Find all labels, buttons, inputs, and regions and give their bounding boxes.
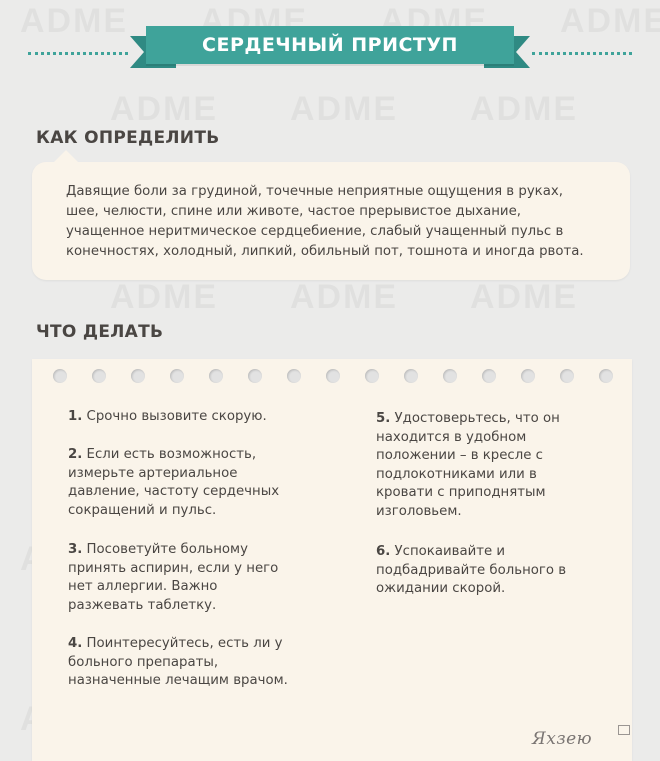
notepad-hole: [53, 369, 67, 383]
step-line: Удостоверьтесь, что он: [394, 411, 560, 426]
step-line: подбадривайте больного в: [376, 562, 567, 578]
step-line: сокращений и пульс.: [68, 502, 217, 518]
step-line: изголовьем.: [376, 503, 462, 519]
notepad-hole: [443, 369, 457, 383]
step-line: измерьте артериальное: [68, 465, 238, 481]
title-banner: [0, 22, 660, 82]
section-heading-identify: КАК ОПРЕДЕЛИТЬ: [36, 128, 220, 148]
step-line: ожидании скорой.: [376, 581, 506, 596]
step-line: разжевать таблетку.: [68, 597, 217, 613]
notepad-hole: [599, 369, 613, 383]
step-1: [68, 408, 267, 427]
symptoms-bubble: [32, 162, 630, 280]
step-line: подлокотниками или в: [376, 466, 537, 482]
step-number: 3.: [68, 542, 83, 557]
step-line: Посоветуйте больному: [86, 542, 248, 557]
step-6: [376, 543, 566, 599]
step-5: [376, 410, 560, 521]
step-number: 6.: [376, 544, 391, 559]
symptoms-line: Давящие боли за грудиной, точечные неприятные ощущения в руках,: [66, 184, 563, 199]
step-number: 1.: [68, 409, 83, 424]
notepad-hole: [170, 369, 184, 383]
step-line: назначенные лечащим врачом.: [68, 673, 288, 688]
notepad-hole: [131, 369, 145, 383]
watermark: [290, 278, 398, 317]
page-title: СЕРДЕЧНЫЙ ПРИСТУП: [146, 26, 514, 64]
watermark: [110, 90, 218, 129]
step-2: [68, 446, 279, 520]
logo-text: Яхзею: [532, 729, 593, 749]
step-line: принять аспирин, если у него: [68, 560, 279, 576]
notepad-hole: [209, 369, 223, 383]
step-line: Поинтересуйтесь, есть ли у: [86, 636, 283, 651]
watermark: [470, 90, 578, 129]
notepad-hole: [287, 369, 301, 383]
step-line: Срочно вызовите скорую.: [86, 409, 267, 424]
step-line: давление, частоту сердечных: [68, 484, 280, 499]
notepad-hole: [482, 369, 496, 383]
step-line: Успокаивайте и: [394, 544, 506, 559]
step-number: 2.: [68, 447, 83, 462]
step-line: Если есть возможность,: [86, 447, 257, 462]
dotted-divider-right: [532, 52, 632, 55]
symptoms-line: шее, челюсти, спине или животе, частое прерывистое дыхание,: [66, 204, 521, 219]
step-line: находится в удобном: [376, 429, 527, 445]
notepad-hole: [326, 369, 340, 383]
step-4: [68, 635, 288, 691]
section-heading-actions: ЧТО ДЕЛАТЬ: [36, 322, 164, 342]
symptoms-line: конечностях, холодный, липкий, обильный пот, тошнота и иногда рвота.: [66, 244, 584, 259]
notepad-hole: [248, 369, 262, 383]
step-number: 5.: [376, 411, 391, 426]
watermark: [110, 278, 218, 317]
notepad-hole: [365, 369, 379, 383]
step-3: [68, 541, 278, 615]
symptoms-line: учащенное неритмическое сердцебиение, слабый учащенный пульс в: [66, 224, 564, 239]
notepad-hole: [404, 369, 418, 383]
logo-square-icon: [618, 725, 630, 735]
notepad-hole: [560, 369, 574, 383]
watermark: [290, 90, 398, 129]
step-line: кровати с приподнятым: [376, 485, 546, 500]
step-line: больного препараты,: [68, 654, 219, 670]
step-line: положении – в кресле с: [376, 448, 543, 463]
symptoms-text: [66, 182, 614, 262]
step-number: 4.: [68, 636, 83, 651]
watermark: [470, 278, 578, 317]
dotted-divider-left: [28, 52, 128, 55]
notepad-hole: [92, 369, 106, 383]
site-logo: [532, 729, 592, 749]
notepad-hole: [521, 369, 535, 383]
step-line: нет аллергии. Важно: [68, 579, 218, 594]
